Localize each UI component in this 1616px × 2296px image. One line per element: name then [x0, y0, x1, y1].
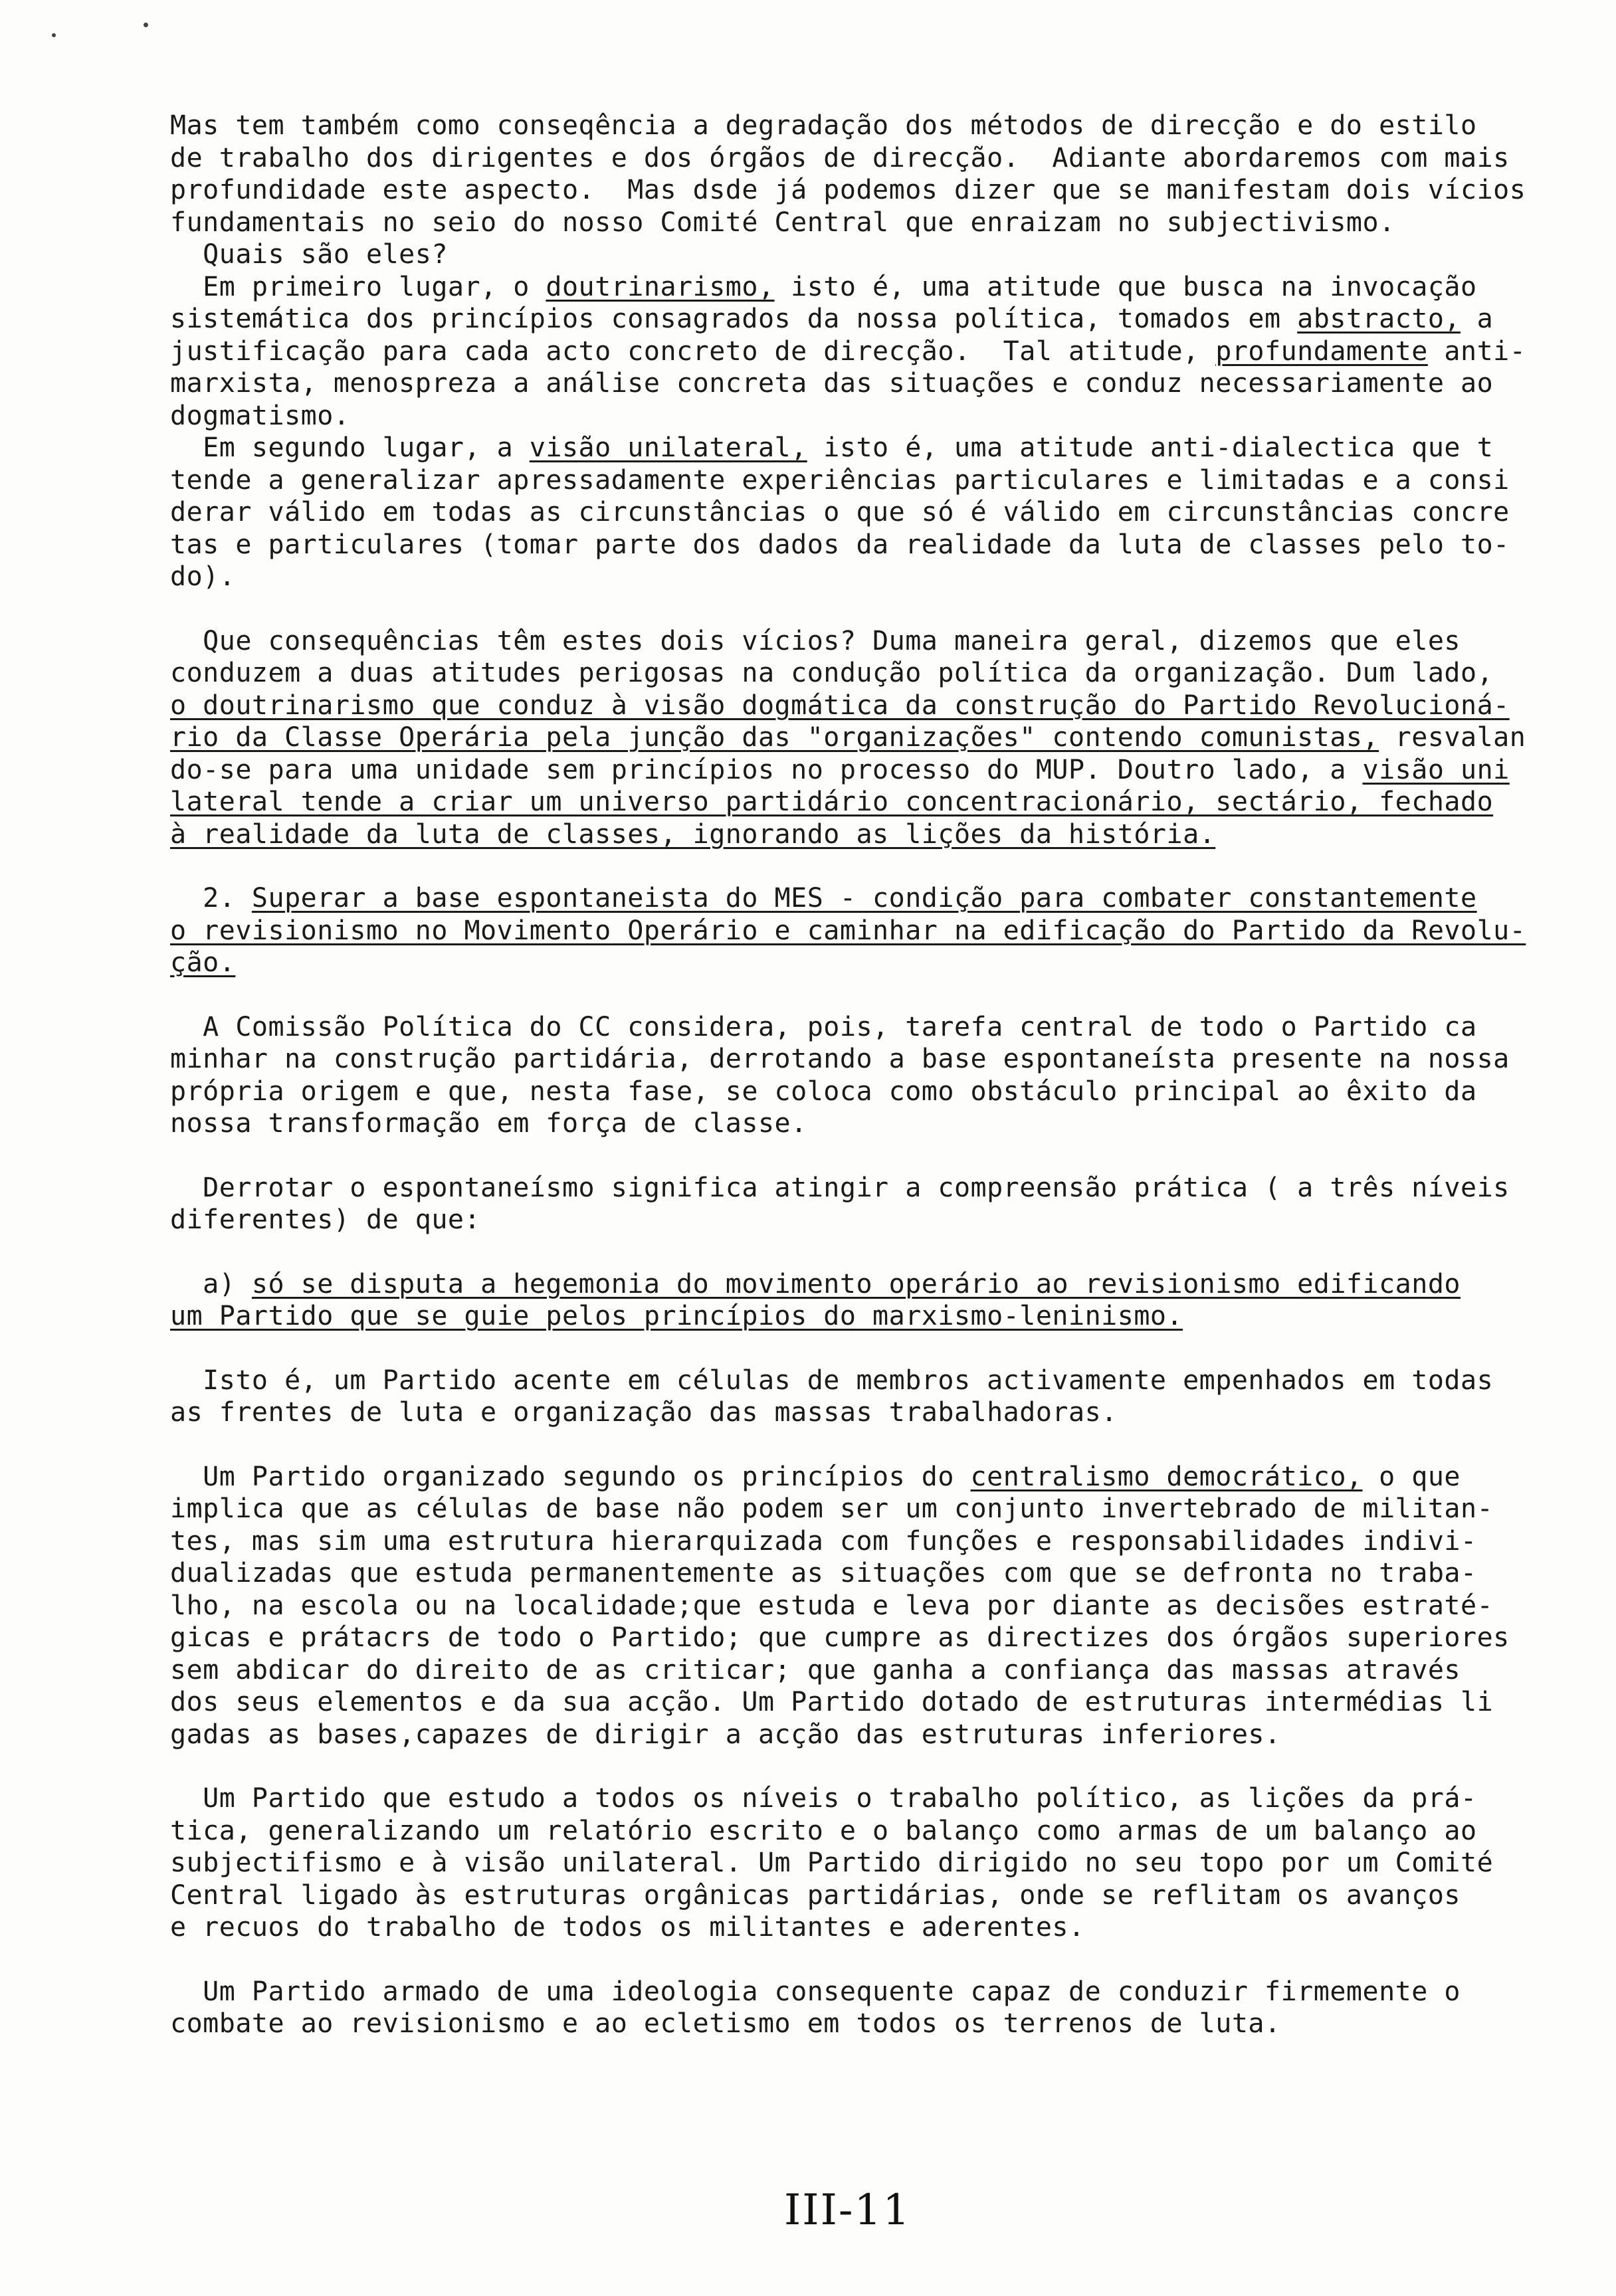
text-line: tas e particulares (tomar parte dos dados da realidade da luta de classes pelo to-	[170, 529, 1510, 560]
text-line: Que consequências têm estes dois vícios? Duma maneira geral, dizemos que eles	[170, 625, 1461, 656]
text-line: tica, generalizando um relatório escrito e o balanço como armas de um balanço ao	[170, 1815, 1477, 1846]
text-line: Um Partido armado de uma ideologia consequente capaz de conduzir firmemente o	[170, 1976, 1461, 2007]
text-line: subjectifismo e à visão unilateral. Um Partido dirigido no seu topo por um Comité	[170, 1848, 1494, 1878]
text-line: Em primeiro lugar, o doutrinarismo, isto é, uma atitude que busca na invocação	[170, 271, 1477, 302]
item-a	[170, 1268, 1552, 1333]
text-line: tes, mas sim uma estrutura hierarquizada com funções e responsabilidades indivi-	[170, 1525, 1477, 1557]
text-line: do-se para uma unidade sem princípios no processo do MUP. Doutro lado, a visão uni	[170, 754, 1510, 785]
text-line: derar válido em todas as circunstâncias o que só é válido em circunstâncias concre	[170, 497, 1510, 527]
text-line: nossa transformação em força de classe.	[170, 1108, 807, 1139]
text-line: conduzem a duas atitudes perigosas na condução política da organização. Dum lado,	[170, 658, 1494, 688]
text-line: um Partido que se guie pelos princípios do marxismo-leninismo.	[170, 1301, 1183, 1331]
text-line: dualizadas que estuda permanentemente as situações com que se defronta no traba-	[170, 1558, 1477, 1588]
text-line: à realidade da luta de classes, ignorando as lições da história.	[170, 818, 1216, 850]
text-line: lateral tende a criar um universo partidário concentracionário, sectário, fechado	[170, 787, 1494, 817]
text-line: rio da Classe Operária pela junção das "organizações" contendo comunistas, resvalan	[170, 722, 1526, 753]
text-line: gicas e prátacrs de todo o Partido; que cumpre as directizes dos órgãos superiores	[170, 1622, 1510, 1653]
paragraph-partido-armado	[170, 1976, 1552, 2040]
text-line: Em segundo lugar, a visão unilateral, isto é, uma atitude anti-dialectica que t	[170, 432, 1494, 463]
text-line: Quais são eles?	[170, 239, 448, 270]
text-line: de trabalho dos dirigentes e dos órgãos de direcção. Adiante abordaremos com mais	[170, 142, 1510, 173]
text-line: minhar na construção partidária, derrotando a base espontaneísta presente na nossa	[170, 1044, 1510, 1074]
text-line: Derrotar o espontaneísmo significa atingir a compreensão prática ( a três níveis	[170, 1172, 1510, 1203]
text-line: dogmatismo.	[170, 400, 350, 431]
text-line: sem abdicar do direito de as criticar; que ganha a confiança das massas através	[170, 1654, 1461, 1685]
text-line: gadas as bases,capazes de dirigir a acção das estruturas inferiores.	[170, 1719, 1281, 1750]
paragraph-doutrinarismo	[170, 271, 1552, 432]
paragraph-partido-organizado	[170, 1461, 1552, 1751]
text-line: combate ao revisionismo e ao ecletismo em todos os terrenos de luta.	[170, 2008, 1281, 2039]
scan-dot	[52, 33, 56, 37]
text-line: tende a generalizar apressadamente experiências particulares e limitadas e a consi	[170, 464, 1510, 496]
text-line: Central ligado às estruturas orgânicas partidárias, onde se reflitam os avanços	[170, 1879, 1461, 1911]
text-line: 2. Superar a base espontaneista do MES - condição para combater constantemente	[170, 883, 1477, 913]
paragraph-isto-e	[170, 1365, 1552, 1429]
text-line: marxista, menospreza a análise concreta das situações e conduz necessariamente ao	[170, 368, 1494, 399]
paragraph-partido-estudo	[170, 1782, 1552, 1944]
text-line: ção.	[170, 947, 236, 978]
scan-dot	[144, 23, 148, 27]
paragraph-visao-unilateral	[170, 432, 1552, 593]
text-line: lho, na escola ou na localidade;que estuda e leva por diante as decisões estraté-	[170, 1590, 1494, 1621]
paragraph-1	[170, 110, 1552, 271]
text-line: a) só se disputa a hegemonia do movimento operário ao revisionismo edificando	[170, 1268, 1461, 1299]
text-line: Um Partido organizado segundo os princípios do centralismo democrático, o que	[170, 1461, 1461, 1492]
text-line: o revisionismo no Movimento Operário e caminhar na edificação do Partido da Revolu-	[170, 915, 1526, 946]
paragraph-consequencias	[170, 625, 1552, 851]
text-line: do).	[170, 561, 236, 592]
text-line: A Comissão Política do CC considera, pois, tarefa central de todo o Partido ca	[170, 1011, 1477, 1042]
text-line: e recuos do trabalho de todos os militantes e aderentes.	[170, 1912, 1085, 1943]
paragraph-comissao	[170, 1011, 1552, 1140]
text-line: justificação para cada acto concreto de direcção. Tal atitude, profundamente anti-	[170, 335, 1526, 367]
text-line: dos seus elementos e da sua acção. Um Partido dotado de estruturas intermédias li	[170, 1687, 1494, 1717]
text-line: fundamentais no seio do nosso Comité Central que enraizam no subjectivismo.	[170, 207, 1395, 238]
page-number: III-11	[784, 2186, 911, 2235]
document-page	[170, 110, 1552, 2040]
text-line: implica que as células de base não podem ser um conjunto invertebrado de militan-	[170, 1493, 1494, 1524]
text-line: profundidade este aspecto. Mas dsde já podemos dizer que se manifestam dois vícios	[170, 175, 1526, 205]
text-line: sistemática dos princípios consagrados da nossa política, tomados em abstracto, a	[170, 304, 1494, 334]
text-line: Mas tem também como conseqência a degradação dos métodos de direcção e do estilo	[170, 110, 1477, 141]
paragraph-derrotar	[170, 1172, 1552, 1236]
text-line: as frentes de luta e organização das massas trabalhadoras.	[170, 1397, 1118, 1428]
text-line: diferentes) de que:	[170, 1204, 481, 1235]
section-heading	[170, 882, 1552, 979]
text-line: Um Partido que estudo a todos os níveis o trabalho político, as lições da prá-	[170, 1783, 1477, 1814]
text-line: Isto é, um Partido acente em células de membros activamente empenhados em todas	[170, 1365, 1494, 1396]
text-line: própria origem e que, nesta fase, se coloca como obstáculo principal ao êxito da	[170, 1076, 1477, 1107]
text-line: o doutrinarismo que conduz à visão dogmática da construção do Partido Revolucioná-	[170, 690, 1510, 721]
